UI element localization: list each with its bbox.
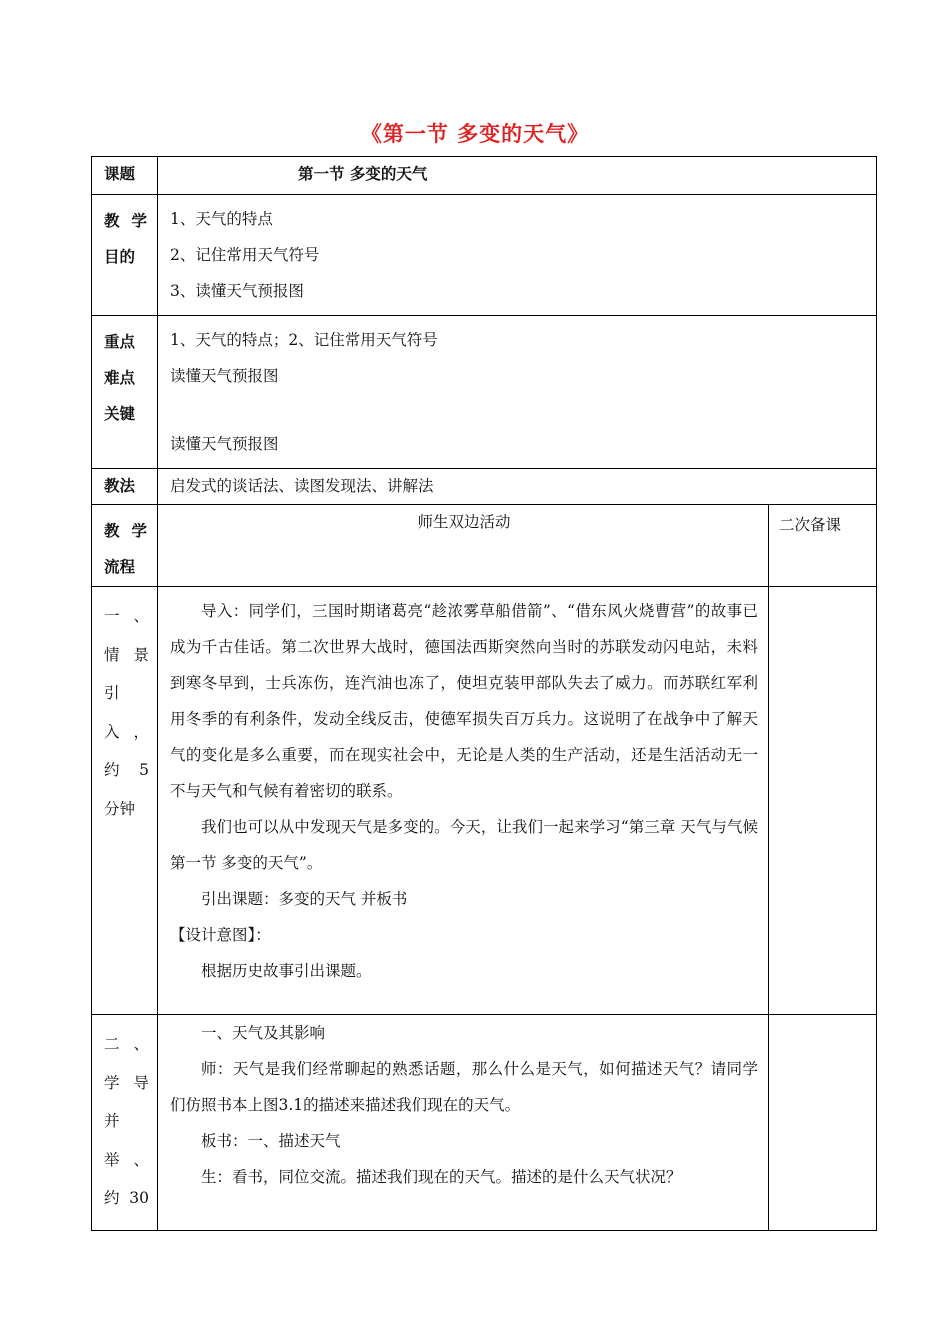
flow-label-line2: 流程 [104, 557, 136, 576]
goals-label [92, 195, 158, 316]
section1-label-line: 一 、 [104, 607, 149, 625]
flow-right-header: 二次备课 [769, 505, 877, 587]
goal-item: 2、记住常用天气符号 [170, 246, 320, 264]
section1-label-line: 约 5 [104, 761, 149, 779]
section2-paragraph-4: 生：看书，同位交流。描述我们现在的天气。描述的是什么天气状况？ [201, 1168, 682, 1186]
goal-item: 1、天气的特点 [170, 210, 273, 228]
topic-value [158, 157, 877, 195]
page-title: 《第一节 多变的天气》 [360, 121, 590, 146]
section2-label-line: 二 、 [104, 1035, 149, 1053]
row-section-2 [92, 1015, 877, 1231]
key-line-3: 读懂天气预报图 [170, 435, 279, 453]
section2-notes [769, 1015, 877, 1231]
section1-label-line: 分钟 [104, 799, 136, 818]
section1-label-line: 情 景 [104, 645, 149, 664]
topic-text: 第一节 多变的天气 [298, 164, 428, 183]
row-method [92, 469, 877, 505]
key-label-line: 难点 [104, 368, 136, 387]
flow-middle-header: 师生双边活动 [158, 505, 769, 587]
section2-label-line: 约 30 [104, 1189, 149, 1207]
method-value: 启发式的谈话法、读图发现法、讲解法 [158, 469, 877, 505]
flow-label-line1: 教 学 [104, 521, 147, 540]
key-spacer [170, 394, 866, 426]
section2-heading: 一、天气及其影响 [201, 1024, 326, 1042]
topic-label: 课题 [92, 157, 158, 195]
row-topic [92, 157, 877, 195]
key-line-1: 1、天气的特点；2、记住常用天气符号 [170, 331, 438, 349]
section1-design-intent: 【设计意图】： [170, 926, 271, 944]
lesson-plan-table [91, 156, 877, 1231]
row-flow-header [92, 505, 877, 587]
goals-label-line1: 教 学 [104, 211, 147, 230]
key-label-line: 重点 [104, 332, 136, 351]
section1-notes [769, 587, 877, 1015]
row-key-points [92, 316, 877, 469]
flow-label [92, 505, 158, 587]
section1-paragraph-3: 引出课题：多变的天气 并板书 [201, 890, 408, 908]
section2-label-line: 举 、 [104, 1150, 149, 1169]
goal-item: 3、读懂天气预报图 [170, 282, 304, 300]
key-label [92, 316, 158, 469]
section1-paragraph-intro: 导入：同学们，三国时期诸葛亮“趁浓雾草船借箭”、“借东风火烧曹营”的故事已成为千古佳话。第二次世界大战时，德国法西斯突然向当时的苏联发动闪电站，未料到寒冬早到，士兵冻伤，连汽油也冻了，使坦克装甲部队失去了威力。而苏联红军利用冬季的有利条件，发动全线反击，使德军损失百万兵力。这说明了在战争中了解天气的变化是多么重要，而在现实社会中，无论是人类的生产活动，还是生活活动无一不与天气和气候有着密切的联系。 [170, 602, 758, 800]
section2-content [158, 1015, 769, 1231]
section1-label-line: 入 ， [104, 722, 149, 741]
section2-label-line: 并 [104, 1112, 120, 1130]
section1-content [158, 587, 769, 1015]
section1-label [92, 587, 158, 1015]
section2-label-line: 学 导 [104, 1073, 149, 1092]
section2-label [92, 1015, 158, 1231]
section1-paragraph-5: 根据历史故事引出课题。 [201, 962, 372, 980]
section2-paragraph-2: 师：天气是我们经常聊起的熟悉话题，那么什么是天气，如何描述天气？请同学们仿照书本上图3.1的描述来描述我们现在的天气。 [170, 1060, 758, 1114]
goals-content [158, 195, 877, 316]
goals-label-line2: 目的 [104, 247, 136, 266]
section2-paragraph-3: 板书：一、描述天气 [201, 1132, 341, 1150]
key-content [158, 316, 877, 469]
section1-label-line: 引 [104, 684, 120, 702]
row-goals [92, 195, 877, 316]
row-section-1 [92, 587, 877, 1015]
key-label-line: 关键 [104, 404, 136, 423]
method-label: 教法 [92, 469, 158, 505]
section1-paragraph-2: 我们也可以从中发现天气是多变的。今天，让我们一起来学习“第三章 天气与气候 第一节 多变的天气”。 [170, 818, 758, 872]
key-line-2: 读懂天气预报图 [170, 367, 279, 385]
